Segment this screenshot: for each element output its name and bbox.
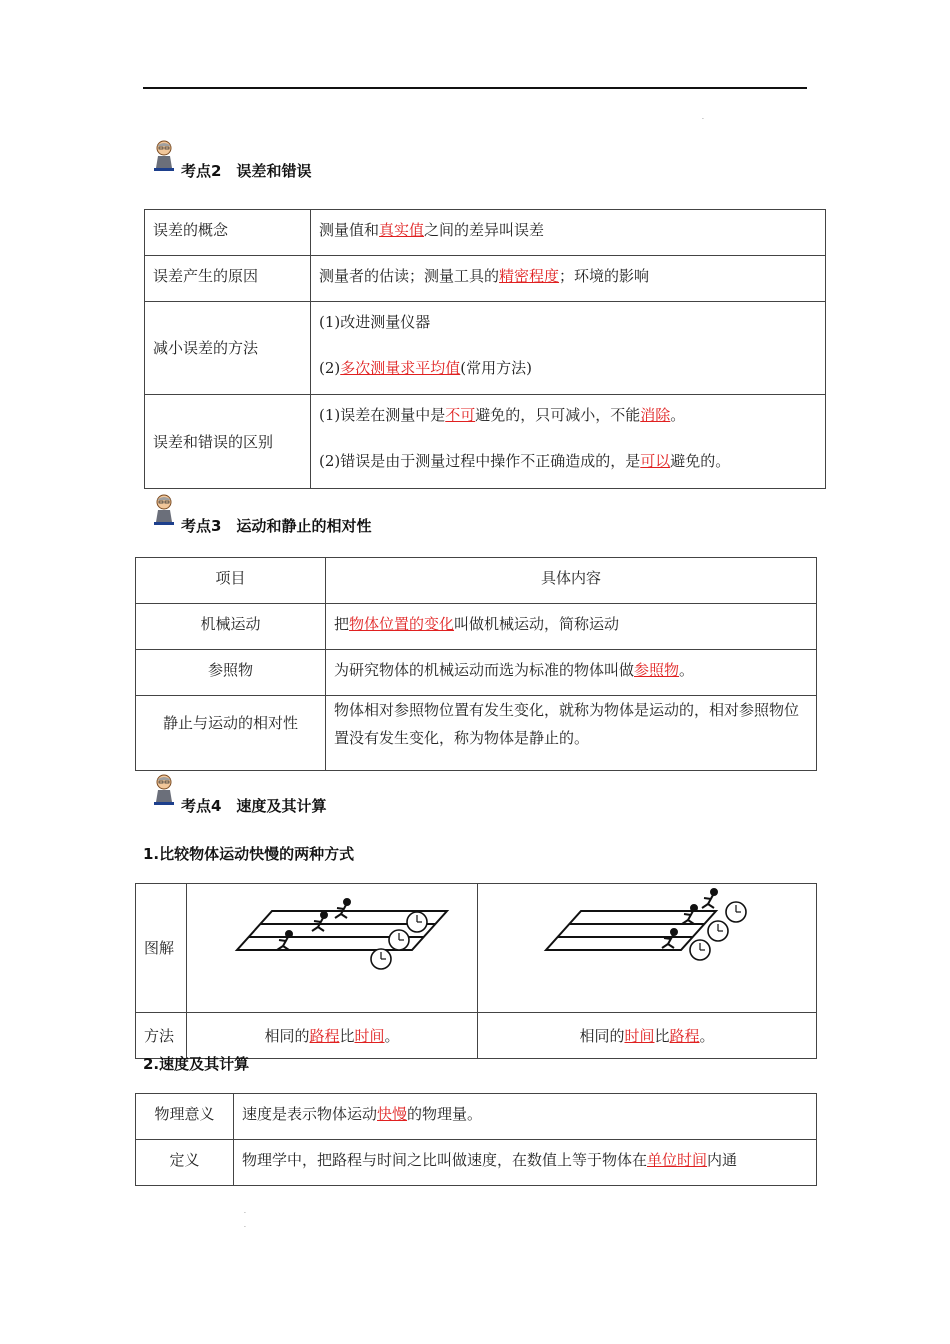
row-label: 误差和错误的区别 xyxy=(145,395,311,489)
compare-table xyxy=(135,883,817,1059)
row-content: 物理学中，把路程与时间之比叫做速度，在数值上等于物体在单位时间内通 xyxy=(234,1140,817,1186)
row-label: 机械运动 xyxy=(136,604,326,650)
row-label: 物理意义 xyxy=(136,1094,234,1140)
table-header-row xyxy=(136,558,817,604)
row-content: 为研究物体的机械运动而选为标准的物体叫做参照物。 xyxy=(326,650,817,696)
speed-table xyxy=(135,1093,817,1186)
illustration-same-distance xyxy=(478,884,817,1013)
table-row xyxy=(136,884,817,1013)
race-track-illustration xyxy=(187,884,478,1003)
row-content: 测量值和真实值之间的差异叫误差 xyxy=(311,210,826,256)
table-row xyxy=(136,1140,817,1186)
section-title-4: 考点4 速度及其计算 xyxy=(181,797,327,815)
race-track-illustration xyxy=(478,884,817,1003)
row-content: (1)误差在测量中是不可避免的，只可减小，不能消除。 (2)错误是由于测量过程中操作不正确造成的，是可以避免的。 xyxy=(311,395,826,489)
row-label: 方法 xyxy=(136,1013,187,1059)
column-header: 具体内容 xyxy=(326,558,817,604)
subheading-speed: 2.速度及其计算 xyxy=(143,1055,250,1073)
table-row xyxy=(145,395,826,489)
section-title-2: 考点2 误差和错误 xyxy=(181,162,312,180)
teacher-icon xyxy=(150,139,178,173)
table-row xyxy=(145,302,826,395)
row-content: (1)改进测量仪器 (2)多次测量求平均值(常用方法) xyxy=(311,302,826,395)
table-row xyxy=(145,210,826,256)
decor-dot: · xyxy=(702,116,704,123)
table-row xyxy=(136,696,817,771)
section-title-3: 考点3 运动和静止的相对性 xyxy=(181,517,372,535)
subheading-compare: 1.比较物体运动快慢的两种方式 xyxy=(143,845,355,863)
error-table xyxy=(144,209,826,489)
decor-dot: · xyxy=(244,1224,246,1231)
decor-dot: · xyxy=(244,1210,246,1217)
teacher-icon xyxy=(150,773,178,807)
row-content: 把物体位置的变化叫做机械运动，简称运动 xyxy=(326,604,817,650)
row-label: 图解 xyxy=(136,884,187,1013)
motion-table xyxy=(135,557,817,771)
column-header: 项目 xyxy=(136,558,326,604)
row-content: 测量者的估读；测量工具的精密程度；环境的影响 xyxy=(311,256,826,302)
illustration-same-time xyxy=(187,884,478,1013)
row-label: 定义 xyxy=(136,1140,234,1186)
row-label: 误差的概念 xyxy=(145,210,311,256)
row-content: 物体相对参照物位置有发生变化，就称为物体是运动的，相对参照物位置没有发生变化，称为物体是静止的。 xyxy=(326,696,817,771)
row-content: 速度是表示物体运动快慢的物理量。 xyxy=(234,1094,817,1140)
row-label: 误差产生的原因 xyxy=(145,256,311,302)
row-label: 静止与运动的相对性 xyxy=(136,696,326,771)
table-row xyxy=(136,650,817,696)
header-rule xyxy=(143,87,807,89)
teacher-icon xyxy=(150,493,178,527)
table-row xyxy=(136,1013,817,1059)
table-row xyxy=(145,256,826,302)
table-row xyxy=(136,1094,817,1140)
method-cell: 相同的时间比路程。 xyxy=(478,1013,817,1059)
row-label: 参照物 xyxy=(136,650,326,696)
table-row xyxy=(136,604,817,650)
row-label: 减小误差的方法 xyxy=(145,302,311,395)
method-cell: 相同的路程比时间。 xyxy=(187,1013,478,1059)
